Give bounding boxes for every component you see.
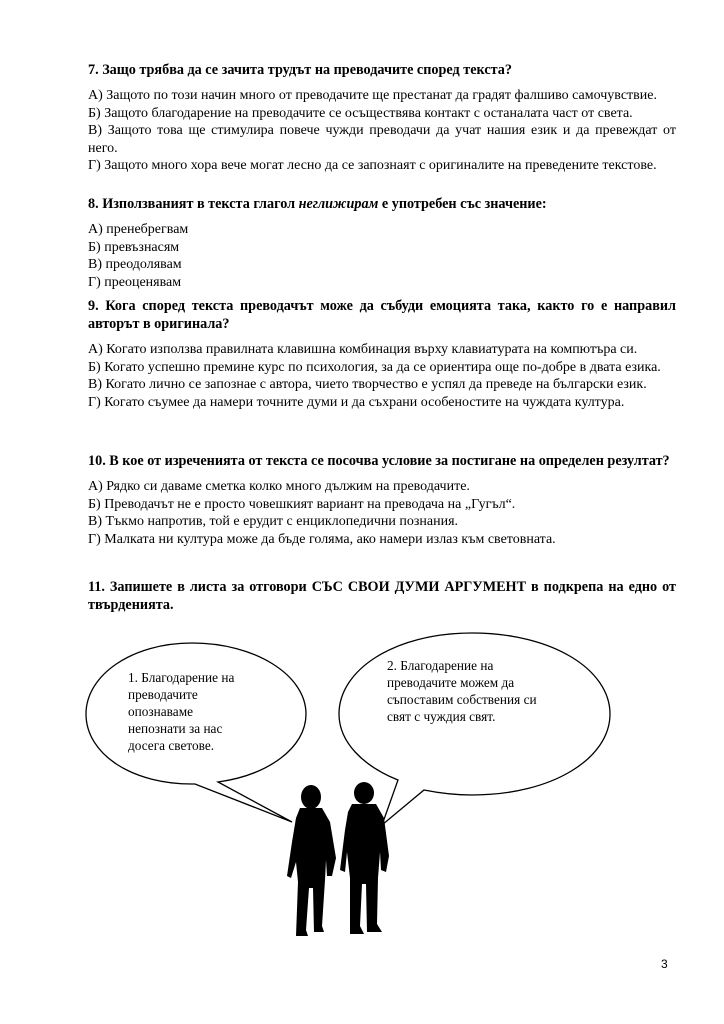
question-9-option-c: В) Когато лично се запознае с автора, чието творчество е успял да преведе на български език.: [88, 377, 647, 392]
question-9-option-a: А) Когато използва правилната клавишна комбинация върху клавиатурата на компютъра си.: [88, 342, 638, 357]
question-8-option-d: Г) преоценявам: [88, 274, 182, 290]
right-bubble-line: 2. Благодарение на: [387, 658, 494, 673]
question-7-option-a: А) Защото по този начин много от преводачите ще престанат да градят фалшиво самочувствие.: [88, 88, 657, 103]
question-7-option-c: В) Защото това ще стимулира повече чужди преводачи да учат нашия език и да превеждат от него.: [88, 123, 676, 156]
left-bubble-line: досега светове.: [128, 738, 215, 753]
question-8-option-c: В) преодолявам: [88, 257, 182, 272]
question-8-option-b: Б) превъзнасям: [88, 239, 180, 255]
question-7-option-b: Б) Защото благодарение на преводачите се осъществява контакт с останалата част от света.: [88, 105, 633, 121]
question-8-option-a: А) пренебрегвам: [88, 222, 189, 237]
question-10-option-a: А) Рядко си даваме сметка колко много дължим на преводачите.: [88, 479, 470, 494]
woman-silhouette: [287, 785, 336, 936]
question-10-option-c: В) Тъкмо напротив, той е ерудит с енциклопедични познания.: [88, 514, 459, 529]
question-7-option-d: Г) Защото много хора вече могат лесно да се запознаят с оригиналите на преведените текстове.: [88, 158, 657, 173]
right-bubble-line: свят с чуждия свят.: [387, 709, 496, 724]
question-11-title: 11. Запишете в листа за отговори СЪС СВОИ ДУМИ АРГУМЕНТ в подкрепа на едно от твърденията.: [88, 579, 676, 613]
question-7-title: 7. Защо трябва да се зачита трудът на преводачите според текста?: [88, 62, 512, 78]
left-bubble-text: [128, 669, 258, 754]
question-8-title-word: неглижирам: [298, 196, 379, 212]
right-bubble-line: преводачите можем да: [387, 675, 515, 690]
question-8-title-start: 8. Използваният в текста глагол: [88, 196, 299, 212]
question-8-title-end: е употребен със значение:: [378, 196, 547, 212]
question-9-option-b: Б) Когато успешно премине курс по психология, за да се ориентира още по-добре в двата езика.: [88, 359, 661, 375]
question-9-title: 9. Кога според текста преводачът може да събуди емоцията така, както го е направил авторът в оригинала?: [88, 298, 676, 332]
question-10-title: 10. В кое от изреченията от текста се посочва условие за постигане на определен резултат?: [88, 453, 670, 469]
left-bubble-line: опознаваме: [128, 704, 194, 719]
right-bubble-text: [387, 657, 567, 725]
question-10-option-d: Г) Малката ни култура може да бъде голяма, ако намери излаз към световната.: [88, 531, 556, 547]
left-bubble-line: 1. Благодарение на: [128, 670, 235, 685]
question-10-option-b: Б) Преводачът не е просто човешкият вариант на преводача на „Гугъл“.: [88, 496, 516, 512]
left-bubble-line: непознати за нас: [128, 721, 223, 736]
question-9-option-d: Г) Когато съумее да намери точните думи и да съхрани особеностите на чуждата култура.: [88, 394, 625, 410]
left-bubble-line: преводачите: [128, 687, 198, 702]
man-silhouette: [340, 782, 389, 934]
right-bubble-line: съпоставим собствения си: [387, 692, 537, 707]
page-number: 3: [661, 957, 668, 971]
